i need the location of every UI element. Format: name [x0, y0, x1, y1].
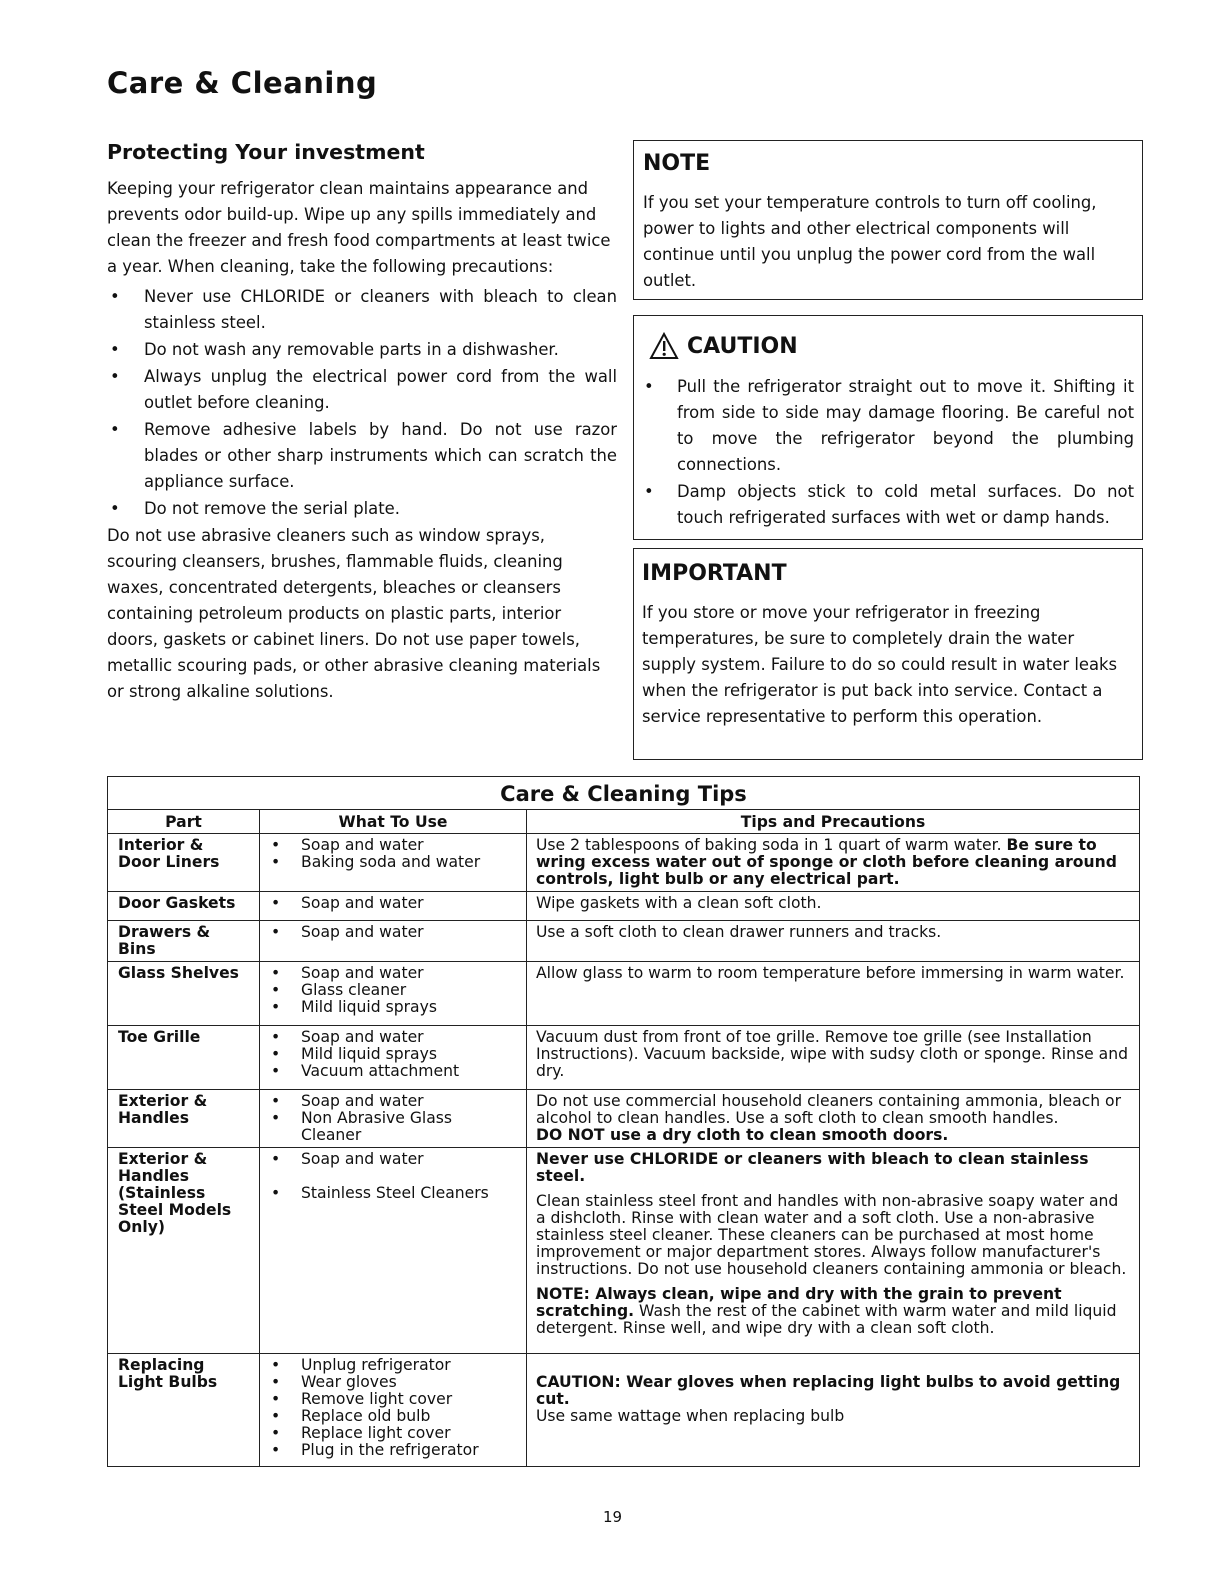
list-item: • Non Abrasive Glass Cleaner: [271, 1109, 453, 1144]
part-cell: Glass Shelves: [108, 962, 260, 1026]
list-item: • Replace light cover: [271, 1424, 451, 1442]
part-cell: Door Gaskets: [108, 892, 260, 921]
bullet-icon: •: [271, 1028, 281, 1046]
bullet-icon: •: [271, 1356, 281, 1374]
tip-note: [536, 1286, 1130, 1337]
bullet-icon: •: [271, 1184, 281, 1202]
tip-text: Use 2 tablespoons of baking soda in 1 quart of warm water.: [536, 836, 1002, 854]
note-box: [633, 140, 1143, 300]
list-item: • Remove adhesive labels by hand. Do not use razor blades or other sharp instruments which can scratch the appliance surface.: [107, 417, 617, 495]
page-title: Care & Cleaning: [107, 66, 378, 100]
bullet-icon: •: [644, 377, 654, 396]
table-row: [108, 1090, 1140, 1148]
list-item: • Do not remove the serial plate.: [107, 496, 617, 522]
what-to-use-cell: [260, 1148, 527, 1354]
tips-cell: [527, 892, 1140, 921]
part-cell: Interior & Door Liners: [108, 834, 260, 892]
tip-bold-text: Never use CHLORIDE or cleaners with bleach to clean stainless steel.: [536, 1150, 1089, 1185]
warning-triangle-icon: [649, 332, 679, 360]
bullet-icon: •: [271, 1045, 281, 1063]
list-item: • Soap and water: [271, 1028, 424, 1046]
table-row: [108, 962, 1140, 1026]
list-item: • Mild liquid sprays: [271, 998, 437, 1016]
tips-cell: [527, 834, 1140, 892]
part-cell: Replacing Light Bulbs: [108, 1354, 260, 1467]
list-item: • Stainless Steel Cleaners: [271, 1184, 489, 1202]
what-to-use-cell: [260, 921, 527, 962]
tip-text: Use a soft cloth to clean drawer runners and tracks.: [536, 923, 942, 941]
part-cell: Exterior & Handles: [108, 1090, 260, 1148]
list-item: • Replace old bulb: [271, 1407, 431, 1425]
list-item: • Soap and water: [271, 836, 424, 854]
bullet-icon: •: [271, 923, 281, 941]
list-item: • Baking soda and water: [271, 853, 481, 871]
section-heading: Protecting Your investment: [107, 140, 425, 164]
list-item: • Damp objects stick to cold metal surfaces. Do not touch refrigerated surfaces with wet or damp hands.: [641, 479, 1134, 531]
part-cell: Exterior & Handles (Stainless Steel Models Only): [108, 1148, 260, 1354]
list-item: • Soap and water: [271, 923, 424, 941]
list-item: • Always unplug the electrical power cord from the wall outlet before cleaning.: [107, 364, 617, 416]
list-item: • Unplug refrigerator: [271, 1356, 451, 1374]
tip-text: Wipe gaskets with a clean soft cloth.: [536, 894, 822, 912]
tips-cell: [527, 1354, 1140, 1467]
table-row: [108, 921, 1140, 962]
what-to-use-cell: [260, 892, 527, 921]
table-row: [108, 1354, 1140, 1467]
bullet-icon: •: [271, 1062, 281, 1080]
bullet-icon: •: [110, 499, 120, 518]
bullet-icon: •: [644, 482, 654, 501]
list-item: • Soap and water: [271, 964, 424, 982]
bullet-icon: •: [271, 1407, 281, 1425]
bullet-icon: •: [271, 1441, 281, 1459]
tip-text: Use same wattage when replacing bulb: [536, 1407, 845, 1425]
list-item: • Vacuum attachment: [271, 1062, 460, 1080]
closing-paragraph: Do not use abrasive cleaners such as window sprays, scouring cleansers, brushes, flammable fluids, cleaning waxes, concentrated detergents, bleaches or cleansers containing petroleum products on plastic parts, interior doors, gaskets or cabinet liners. Do not use paper towels, metallic scouring pads, or other abrasive cleaning materials or strong alkaline solutions.: [107, 526, 601, 701]
table-title: Care & Cleaning Tips: [108, 777, 1140, 810]
list-item: • Remove light cover: [271, 1390, 453, 1408]
list-item: • Plug in the refrigerator: [271, 1441, 479, 1459]
column-header-part: Part: [108, 810, 260, 834]
list-item: • Soap and water: [271, 1150, 424, 1168]
bullet-icon: •: [271, 1150, 281, 1168]
tips-cell: [527, 1148, 1140, 1354]
column-header-tips: Tips and Precautions: [527, 810, 1140, 834]
part-cell: Drawers & Bins: [108, 921, 260, 962]
table-row: [108, 892, 1140, 921]
bullet-icon: •: [110, 340, 120, 359]
important-text: If you store or move your refrigerator in freezing temperatures, be sure to completely drain the water supply system. Failure to do so could result in water leaks when the refrigerator is put back into service. Contact a service representative to perform this operation.: [642, 603, 1118, 726]
care-cleaning-tips-table: [107, 776, 1140, 1467]
table-row: [108, 834, 1140, 892]
list-item: • Wear gloves: [271, 1373, 397, 1391]
tip-text: Vacuum dust from front of toe grille. Remove toe grille (see Installation Instructions). Vacuum backside, wipe with sudsy cloth or sponge. Rinse and dry.: [536, 1028, 1129, 1080]
table-title-row: [108, 777, 1140, 810]
caution-heading: CAUTION: [687, 333, 798, 359]
tip-text: Allow glass to warm to room temperature before immersing in warm water.: [536, 964, 1125, 982]
list-item: • Mild liquid sprays: [271, 1045, 437, 1063]
table-row: [108, 1026, 1140, 1090]
tip-note-text: Wash the rest of the cabinet with warm water and mild liquid detergent. Rinse well, and wipe dry with a clean soft cloth.: [536, 1302, 1117, 1337]
bullet-icon: •: [271, 1390, 281, 1408]
what-to-use-cell: [260, 962, 527, 1026]
caution-list: [641, 374, 1134, 531]
important-heading: IMPORTANT: [642, 561, 787, 586]
tip-text: Clean stainless steel front and handles with non-abrasive soapy water and a dishcloth. Rinse with clean water and a soft cloth. Use a non-abrasive stainless steel cleaner. These cleaners can be purchased at most home improvement or major department stores. Always follow manufacturer's instructions. Do not use household cleaners containing ammonia or bleach.: [536, 1192, 1127, 1278]
what-to-use-cell: [260, 834, 527, 892]
caution-box: [633, 315, 1143, 540]
column-header-what-to-use: What To Use: [260, 810, 527, 834]
bullet-icon: •: [110, 367, 120, 386]
tips-cell: [527, 921, 1140, 962]
tip-bold-text: DO NOT use a dry cloth to clean smooth doors.: [536, 1126, 949, 1144]
what-to-use-cell: [260, 1026, 527, 1090]
what-to-use-cell: [260, 1354, 527, 1467]
bullet-icon: •: [271, 964, 281, 982]
important-box: [633, 548, 1143, 760]
tip-bold-text: CAUTION: Wear gloves when replacing light bulbs to avoid getting cut.: [536, 1373, 1121, 1408]
table-header-row: [108, 810, 1140, 834]
tips-cell: [527, 1090, 1140, 1148]
list-item: • Glass cleaner: [271, 981, 407, 999]
precautions-list: [107, 284, 617, 522]
tip-text: Do not use commercial household cleaners containing ammonia, bleach or alcohol to clean handles. Use a soft cloth to clean smooth handles.: [536, 1092, 1121, 1127]
bullet-icon: •: [110, 420, 120, 439]
table-row: [108, 1148, 1140, 1354]
tips-cell: [527, 962, 1140, 1026]
note-heading: NOTE: [643, 151, 711, 176]
note-text: If you set your temperature controls to turn off cooling, power to lights and other electrical components will continue until you unplug the power cord from the wall outlet.: [643, 193, 1097, 290]
list-item: • Soap and water: [271, 894, 424, 912]
bullet-icon: •: [271, 853, 281, 871]
list-item: • Pull the refrigerator straight out to move it. Shifting it from side to side may damage flooring. Be careful not to move the refrigerator beyond the plumbing connections.: [641, 374, 1134, 478]
part-cell: Toe Grille: [108, 1026, 260, 1090]
page-number: 19: [602, 1508, 623, 1526]
bullet-icon: •: [271, 981, 281, 999]
bullet-icon: •: [271, 1373, 281, 1391]
bullet-icon: •: [271, 998, 281, 1016]
bullet-icon: •: [271, 1109, 281, 1127]
list-item: • Never use CHLORIDE or cleaners with bleach to clean stainless steel.: [107, 284, 617, 336]
intro-paragraph: Keeping your refrigerator clean maintains appearance and prevents odor build-up. Wipe up any spills immediately and clean the freezer and fresh food compartments at least twice a year. When cleaning, take the following precautions:: [107, 179, 611, 276]
protecting-section: [107, 140, 617, 705]
tip-note-bold: NOTE: Always clean, wipe and dry with the grain to prevent scratching.: [536, 1285, 1062, 1320]
bullet-icon: •: [271, 1092, 281, 1110]
list-item: • Soap and water: [271, 1092, 424, 1110]
bullet-icon: •: [110, 287, 120, 306]
tip-bold-text: Be sure to wring excess water out of sponge or cloth before cleaning around controls, light bulb or any electrical part.: [536, 836, 1117, 888]
list-item: • Do not wash any removable parts in a dishwasher.: [107, 337, 617, 363]
caution-heading-row: [649, 332, 1134, 360]
bullet-icon: •: [271, 1424, 281, 1442]
bullet-icon: •: [271, 894, 281, 912]
tips-cell: [527, 1026, 1140, 1090]
bullet-icon: •: [271, 836, 281, 854]
what-to-use-cell: [260, 1090, 527, 1148]
